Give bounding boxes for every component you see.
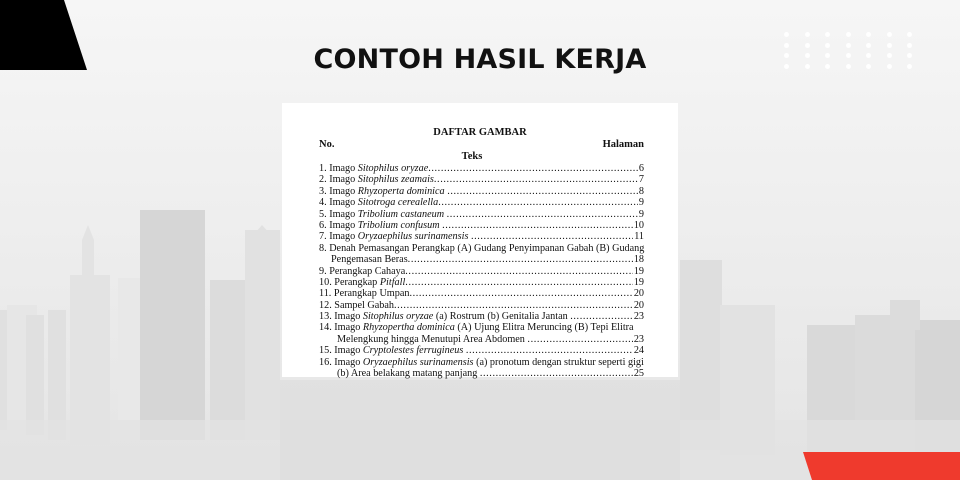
list-item	[319, 266, 644, 277]
dot-leader	[447, 186, 638, 197]
entry-page-number: 6	[638, 163, 644, 174]
entry-species-name: Rhyzoperta dominica	[357, 185, 445, 197]
entry-text-suffix: (A) Ujung Elitra Meruncing (B) Tepi Elitra	[454, 322, 634, 334]
section-heading: Teks	[461, 151, 483, 162]
entry-page-number: 24	[633, 345, 644, 357]
column-header-page: Halaman	[602, 139, 644, 150]
entry-page-number: 20	[633, 288, 644, 300]
dot-leader	[408, 254, 633, 265]
entry-text: Imago	[329, 185, 358, 197]
entry-page-number: 8	[638, 185, 644, 197]
entry-text: Perangkap Umpan	[333, 288, 410, 300]
entry-label	[319, 322, 634, 333]
entry-label	[319, 197, 438, 208]
entry-species-name: Oryzaephilus surinamensis	[357, 231, 469, 243]
entry-number: 8.	[319, 242, 327, 254]
list-item	[319, 322, 644, 333]
dot-leader	[442, 220, 633, 231]
entry-number: 12.	[319, 299, 332, 311]
entry-number: 6.	[319, 219, 327, 231]
entry-page-number: 10	[633, 219, 644, 231]
entry-number: 2.	[319, 174, 327, 186]
entry-label	[319, 163, 428, 174]
entry-text: Imago	[329, 219, 358, 231]
dot	[846, 32, 851, 37]
entry-text: Imago	[334, 311, 363, 323]
list-item-continuation	[319, 254, 644, 265]
entry-species-name: Tribolium castaneum	[357, 208, 445, 220]
entry-text: Imago	[329, 197, 358, 209]
entry-label	[319, 243, 644, 254]
dot	[866, 32, 871, 37]
dot	[887, 32, 892, 37]
entry-page-number: 19	[633, 265, 644, 277]
entry-text: Imago	[329, 174, 358, 186]
entry-page-number: 18	[633, 254, 644, 266]
list-item	[319, 220, 644, 231]
entry-page-number: 20	[633, 299, 644, 311]
list-item-continuation	[319, 334, 644, 345]
entry-label	[319, 209, 447, 220]
dot-leader	[447, 209, 638, 220]
entry-page-number: 23	[633, 333, 644, 345]
entry-text-suffix: (a) Rostrum (b) Genitalia Jantan	[433, 311, 571, 323]
dot	[784, 32, 789, 37]
dot	[907, 32, 912, 37]
entry-number: 9.	[319, 265, 327, 277]
entry-number: 10.	[319, 276, 332, 288]
entry-species-name: Sitophilus oryzae	[357, 163, 429, 174]
entry-number: 11.	[319, 288, 332, 300]
list-item	[319, 186, 644, 197]
entry-species-name: Pitfall	[379, 276, 406, 288]
entry-text-continued: (b) Area belakang matang panjang	[337, 368, 480, 380]
list-item	[319, 197, 644, 208]
entry-page-number: 9	[638, 197, 644, 209]
entry-page-number: 25	[633, 368, 644, 380]
entry-number: 15.	[319, 345, 332, 357]
entry-label	[319, 231, 471, 242]
entry-number: 4.	[319, 197, 327, 209]
dot-leader	[394, 300, 633, 311]
entry-text-continued: Melengkung hingga Menutupi Area Abdomen	[337, 333, 528, 345]
list-item	[319, 163, 644, 174]
list-item	[319, 277, 644, 288]
entry-text: Imago	[329, 231, 358, 243]
entry-text: Imago	[329, 208, 358, 220]
entry-label	[319, 345, 466, 356]
column-header-number: No.	[319, 139, 335, 150]
entry-species-name: Sitophilus oryzae	[362, 311, 434, 323]
entry-species-name: Sitotroga cerealella	[357, 197, 439, 209]
dot-leader	[527, 334, 632, 345]
dot-leader	[570, 311, 633, 322]
list-item	[319, 345, 644, 356]
entry-number: 5.	[319, 208, 327, 220]
entry-text: Imago	[334, 345, 363, 357]
dot-leader	[480, 368, 633, 379]
entry-page-number: 7	[638, 174, 644, 186]
entry-text: Imago	[334, 356, 363, 368]
list-item	[319, 300, 644, 311]
red-corner-shape	[800, 452, 960, 480]
dot-leader	[405, 277, 633, 288]
entry-text: Imago	[334, 322, 363, 334]
entry-label	[319, 300, 394, 311]
figure-list	[319, 163, 644, 379]
entry-label	[319, 174, 434, 185]
entry-page-number: 9	[638, 208, 644, 220]
entry-text: Perangkap Cahaya	[329, 265, 406, 277]
entry-label	[319, 288, 409, 299]
document-title: DAFTAR GAMBAR	[433, 127, 527, 138]
entry-species-name: Oryzaephilus surinamensis	[362, 356, 474, 368]
list-item	[319, 174, 644, 185]
dot-leader	[428, 163, 638, 174]
list-item-continuation	[319, 368, 644, 379]
entry-species-name: Tribolium confusum	[357, 219, 440, 231]
dot-leader	[405, 266, 633, 277]
list-item	[319, 243, 644, 254]
list-item	[319, 231, 644, 242]
dot-leader	[471, 231, 633, 242]
entry-number: 14.	[319, 322, 332, 334]
document-page-image	[282, 103, 678, 380]
slide-title: CONTOH HASIL KERJA	[313, 44, 647, 75]
entry-text: Imago	[329, 163, 358, 174]
entry-species-name: Rhyzopertha dominica	[362, 322, 455, 334]
dot	[805, 32, 810, 37]
entry-species-name: Cryptolestes ferrugineus	[362, 345, 464, 357]
entry-text: Perangkap	[334, 276, 380, 288]
entry-label	[319, 277, 405, 288]
dot-leader	[409, 288, 632, 299]
entry-text-suffix: (a) pronotum dengan struktur seperti gigi	[473, 356, 644, 368]
dot-leader	[466, 345, 633, 356]
entry-number: 16.	[319, 356, 332, 368]
list-item	[319, 357, 644, 368]
entry-number: 3.	[319, 185, 327, 197]
entry-text-continued: Pengemasan Beras	[331, 254, 408, 266]
entry-label	[319, 220, 442, 231]
dot-leader	[438, 197, 638, 208]
list-item	[319, 209, 644, 220]
entry-page-number: 11	[634, 231, 644, 243]
entry-label	[319, 311, 570, 322]
entry-number: 1.	[319, 163, 327, 174]
entry-page-number: 23	[633, 311, 644, 323]
list-item	[319, 288, 644, 299]
entry-label	[319, 266, 405, 277]
list-item	[319, 311, 644, 322]
dot-leader	[434, 174, 638, 185]
entry-number: 7.	[319, 231, 327, 243]
entry-text: Denah Pemasangan Perangkap (A) Gudang Penyimpanan Gabah (B) Gudang	[329, 242, 645, 254]
entry-text: Sampel Gabah	[334, 299, 394, 311]
entry-page-number: 19	[633, 276, 644, 288]
entry-label	[319, 186, 447, 197]
entry-label	[319, 357, 644, 368]
dot	[825, 32, 830, 37]
entry-species-name: Sitophilus zeamais	[357, 174, 434, 186]
entry-number: 13.	[319, 311, 332, 323]
